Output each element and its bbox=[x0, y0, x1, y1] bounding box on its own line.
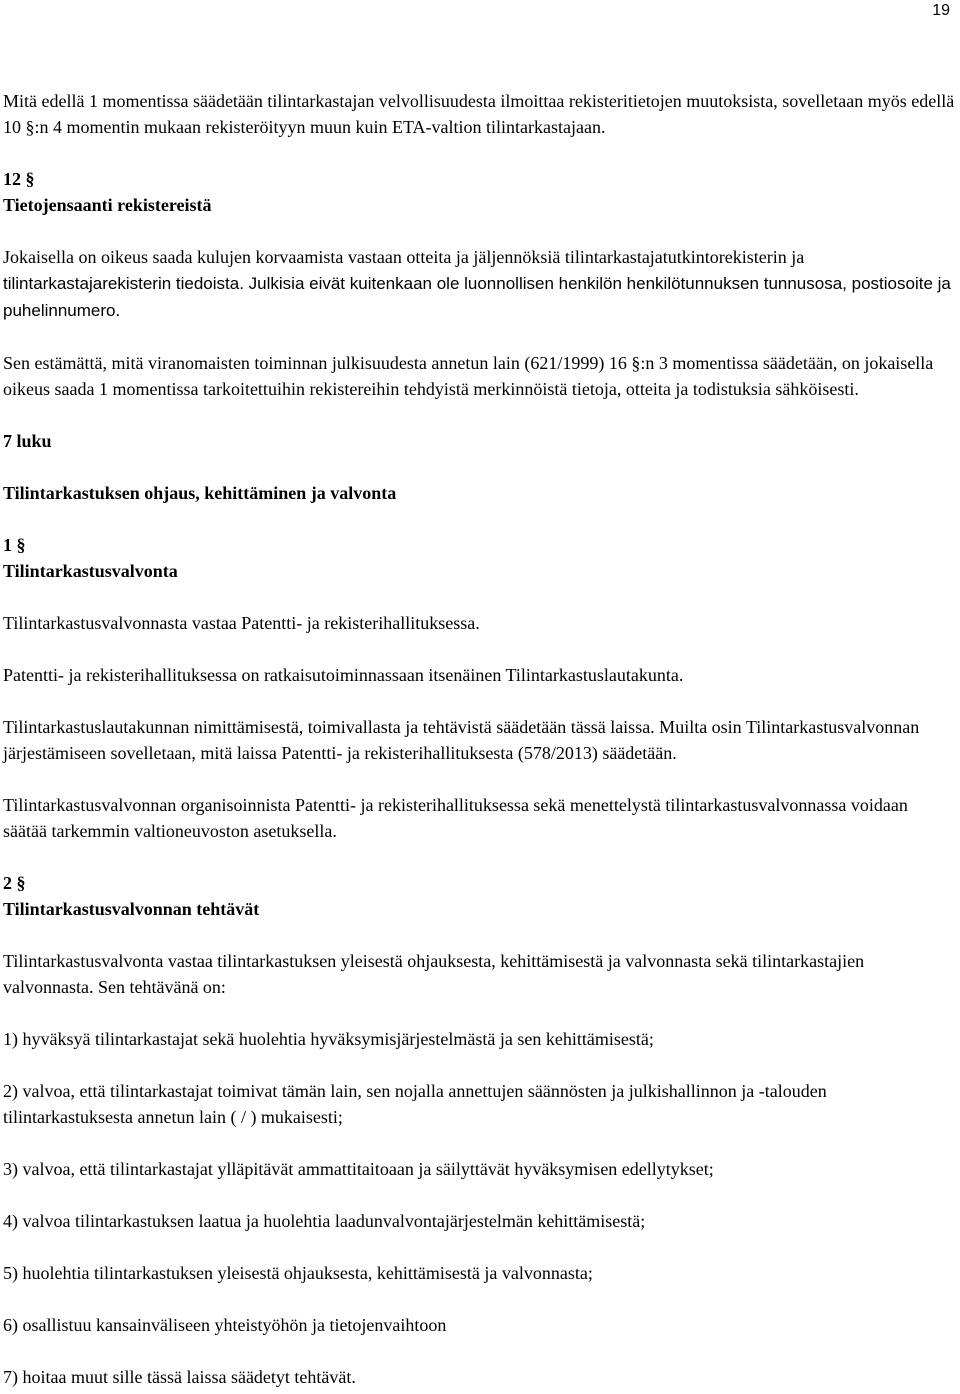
section-title: Tietojensaanti rekistereistä bbox=[3, 195, 212, 215]
section-title: Tilintarkastusvalvonta bbox=[3, 561, 178, 581]
paragraph-text: Jokaisella on oikeus saada kulujen korvaamista vastaan otteita ja jäljennöksiä tilintarkastajatutkintorekisterin ja bbox=[3, 247, 805, 267]
list-item: 4) valvoa tilintarkastuksen laatua ja huolehtia laadunvalvontajärjestelmän kehittämisestä; bbox=[3, 1211, 646, 1231]
section-1-heading bbox=[3, 532, 955, 584]
section-title: Tilintarkastusvalvonnan tehtävät bbox=[3, 899, 260, 919]
section-number: 2 § bbox=[3, 873, 26, 893]
paragraph-appointment: Tilintarkastuslautakunnan nimittämisestä, toimivallasta ja tehtävistä säädetään tässä laissa. Muilta osin Tilintarkastusvalvonnan järjestämiseen sovelletaan, mitä laissa Patentti- ja rekisterihallituksesta (578/2013) säädetään. bbox=[3, 717, 920, 763]
list-item: 3) valvoa, että tilintarkastajat ylläpitävät ammattitaitoaan ja säilyttävät hyväksymisen edellytykset; bbox=[3, 1159, 714, 1179]
paragraph-supervision: Tilintarkastusvalvonnasta vastaa Patentti- ja rekisterihallituksessa. bbox=[3, 613, 480, 633]
section-number: 12 § bbox=[3, 169, 35, 189]
list-item: 7) hoitaa muut sille tässä laissa säädetyt tehtävät. bbox=[3, 1367, 356, 1387]
page-number: 19 bbox=[932, 2, 950, 19]
list-item: 6) osallistuu kansainväliseen yhteistyöhön ja tietojenvaihtoon bbox=[3, 1315, 447, 1335]
paragraph-organisation: Tilintarkastusvalvonnan organisoinnista Patentti- ja rekisterihallituksessa sekä menettelystä tilintarkastusvalvonnassa voidaan säätää tarkemmin valtioneuvoston asetuksella. bbox=[3, 795, 908, 841]
section-number: 1 § bbox=[3, 535, 26, 555]
section-2-heading bbox=[3, 870, 955, 922]
chapter-heading: 7 luku bbox=[3, 431, 52, 451]
list-item: 2) valvoa, että tilintarkastajat toimivat tämän lain, sen nojalla annettujen säännösten ja julkishallinnon ja -talouden tilintarkastuksesta annetun lain ( / ) mukaisesti; bbox=[3, 1081, 827, 1127]
list-item: 1) hyväksyä tilintarkastajat sekä huolehtia hyväksymisjärjestelmästä ja sen kehittämisestä; bbox=[3, 1029, 654, 1049]
document-body bbox=[3, 88, 955, 1390]
paragraph-register-access bbox=[3, 244, 955, 324]
paragraph-electronic-access: Sen estämättä, mitä viranomaisten toiminnan julkisuudesta annetun lain (621/1999) 16 §:n 3 momentissa säädetään, on jokaisella oikeus saada 1 momentissa tarkoitettuihin rekistereihin tehdyistä merkinnöistä tietoja, otteita ja todistuksia sähköisesti. bbox=[3, 353, 934, 399]
section-12-heading bbox=[3, 166, 955, 218]
paragraph-tasks-intro: Tilintarkastusvalvonta vastaa tilintarkastuksen yleisestä ohjauksesta, kehittämisestä ja valvonnasta sekä tilintarkastajien valvonnasta. Sen tehtävänä on: bbox=[3, 951, 865, 997]
paragraph-board: Patentti- ja rekisterihallituksessa on ratkaisutoiminnassaan itsenäinen Tilintarkastuslautakunta. bbox=[3, 665, 684, 685]
chapter-title: Tilintarkastuksen ohjaus, kehittäminen ja valvonta bbox=[3, 483, 397, 503]
list-item: 5) huolehtia tilintarkastuksen yleisestä ohjauksesta, kehittämisestä ja valvonnasta; bbox=[3, 1263, 593, 1283]
paragraph-reporting-obligation: Mitä edellä 1 momentissa säädetään tilintarkastajan velvollisuudesta ilmoittaa rekisteritietojen muutoksista, sovelletaan myös edellä 10 §:n 4 momentin mukaan rekisteröityyn muun kuin ETA-valtion tilintarkastajaan. bbox=[3, 91, 955, 137]
paragraph-text-sans: tilintarkastajarekisterin tiedoista. Julkisia eivät kuitenkaan ole luonnollisen henkilön henkilötunnuksen tunnusosa, postiosoite ja puhelinnumero. bbox=[3, 274, 951, 320]
